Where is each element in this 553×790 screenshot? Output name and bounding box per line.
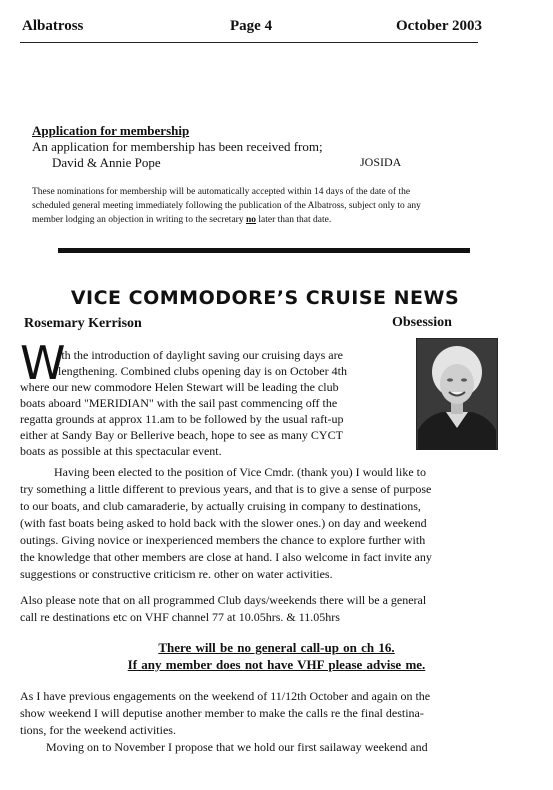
article-author: Rosemary Kerrison bbox=[24, 316, 142, 331]
p1-line-4: boats aboard "MERIDIAN" with the sail past commencing off the bbox=[20, 396, 338, 410]
p3-line-2: call re destinations etc on VHF channel 77 at 10.05hrs. & 11.05hrs bbox=[20, 610, 340, 624]
page-number: Page 4 bbox=[230, 18, 273, 34]
p4-line-4: Moving on to November I propose that we hold our first sailaway weekend and bbox=[46, 740, 428, 754]
p2-line-6: the knowledge that other members are close at hand. I also welcome in fact invite any bbox=[20, 550, 432, 564]
p1-line-3: where our new commodore Helen Stewart will be leading the club bbox=[20, 380, 339, 394]
vhf-notice-line-2: If any member does not have VHF please advise me. bbox=[127, 657, 426, 672]
notice-line-3b: later than that date. bbox=[256, 215, 332, 225]
applicant-names: David & Annie Pope bbox=[52, 155, 161, 170]
drop-cap: W bbox=[20, 336, 66, 390]
membership-notice bbox=[32, 185, 492, 227]
section-divider bbox=[58, 248, 470, 253]
notice-line-2: scheduled general meeting immediately following the publication of the Albatross, subject only to any bbox=[32, 201, 421, 211]
p2-line-2: try something a little different to previous years, and that is to give a sense of purpose bbox=[20, 482, 432, 496]
author-photo bbox=[416, 338, 498, 450]
p1-line-7: boats as possible at this spectacular event. bbox=[20, 444, 222, 458]
applicant-boat: JOSIDA bbox=[360, 155, 402, 169]
p2-line-3: to our boats, and club camaraderie, by actually cruising in company to destinations, bbox=[20, 499, 421, 513]
p4-line-2: show weekend I will deputise another member to make the calls re the final destina- bbox=[20, 706, 424, 720]
p3-line-1: Also please note that on all programmed Club days/weekends there will be a general bbox=[20, 593, 427, 607]
p1-line-1: ith the introduction of daylight saving our cruising days are bbox=[58, 348, 343, 362]
membership-heading: Application for membership bbox=[32, 123, 190, 138]
p2-line-4: (with fast boats being asked to hold back with the slower ones.) on day and weekend bbox=[20, 516, 427, 530]
notice-line-3 bbox=[32, 213, 492, 227]
newsletter-title: Albatross bbox=[22, 18, 84, 34]
p2-line-5: outings. Giving novice or inexperienced members the chance to explore further with bbox=[20, 533, 426, 547]
p4-line-1: As I have previous engagements on the weekend of 11/12th October and again on the bbox=[20, 689, 431, 703]
header-divider bbox=[20, 42, 478, 43]
membership-line: An application for membership has been received from; bbox=[32, 139, 323, 154]
p1-line-5: regatta grounds at approx 11.am to be followed by the usual raft-up bbox=[20, 412, 344, 426]
vhf-notice-line-1: There will be no general call-up on ch 16. bbox=[158, 640, 395, 655]
notice-no: no bbox=[245, 215, 257, 225]
p4-line-3: tions, for the weekend activities. bbox=[20, 723, 176, 737]
article-headline: VICE COMMODORE’S CRUISE NEWS bbox=[70, 287, 460, 309]
p1-line-2: lengthening. Combined clubs opening day is on October 4th bbox=[58, 364, 347, 378]
notice-line-1: These nominations for membership will be automatically accepted within 14 days of the date of the bbox=[32, 187, 411, 197]
issue-date: October 2003 bbox=[396, 18, 482, 34]
author-boat: Obsession bbox=[392, 315, 452, 330]
notice-line-3a: member lodging an objection in writing to the secretary bbox=[32, 215, 246, 225]
p2-line-7: suggestions or constructive criticism re. other on water activities. bbox=[20, 567, 333, 581]
p1-line-6: either at Sandy Bay or Bellerive beach, hope to see as many CYCT bbox=[20, 428, 343, 442]
p2-line-1: Having been elected to the position of Vice Cmdr. (thank you) I would like to bbox=[54, 465, 426, 479]
